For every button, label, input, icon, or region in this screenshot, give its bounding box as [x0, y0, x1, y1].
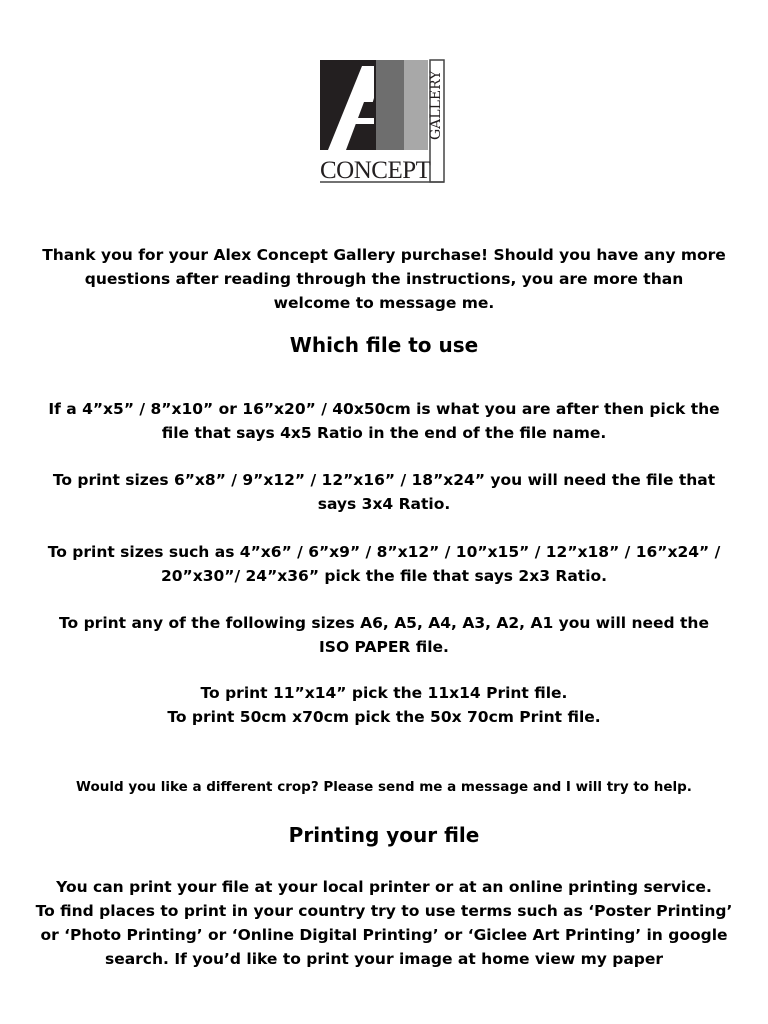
intro-line: welcome to message me.: [273, 294, 495, 312]
heading-which-file: Which file to use: [289, 333, 479, 357]
intro-line: questions after reading through the instructions, you are more than: [84, 270, 684, 288]
ratio-4x5-paragraph: [30, 397, 738, 445]
text-line: or ‘Photo Printing’ or ‘Online Digital Printing’ or ‘Giclee Art Printing’ in google: [40, 926, 728, 944]
text-line: 20”x30”/ 24”x36” pick the file that says 2x3 Ratio.: [160, 567, 608, 585]
print-files-paragraph: [30, 681, 738, 729]
printing-paragraph: [30, 875, 738, 971]
text-line: You can print your file at your local printer or at an online printing service.: [56, 878, 712, 896]
ratio-3x4-paragraph: [30, 468, 738, 516]
iso-paper-paragraph: [30, 611, 738, 659]
intro-paragraph: [30, 243, 738, 315]
logo-wordmark: CONCEPT: [320, 157, 431, 184]
text-line: file that says 4x5 Ratio in the end of the file name.: [161, 424, 607, 442]
text-line: To print sizes 6”x8” / 9”x12” / 12”x16” / 18”x24” you will need the file that: [52, 471, 716, 489]
text-line: If a 4”x5” / 8”x10” or 16”x20” / 40x50cm is what you are after then pick the: [48, 400, 720, 418]
text-line: To print 50cm x70cm pick the 50x 70cm Print file.: [167, 708, 601, 726]
intro-line: Thank you for your Alex Concept Gallery purchase! Should you have any more: [42, 246, 726, 264]
text-line: says 3x4 Ratio.: [317, 495, 451, 513]
crop-note: Would you like a different crop? Please send me a message and I will try to help.: [76, 779, 692, 795]
text-line: ISO PAPER file.: [319, 638, 449, 656]
logo-light-block: [404, 60, 428, 150]
gallery-logo: [318, 58, 448, 186]
text-line: To print sizes such as 4”x6” / 6”x9” / 8”x12” / 10”x15” / 12”x18” / 16”x24” /: [47, 543, 721, 561]
logo-gallery-text: GALLERY: [428, 70, 444, 140]
logo-mark: [318, 58, 448, 186]
text-line: To print 11”x14” pick the 11x14 Print file.: [200, 684, 568, 702]
text-line: To print any of the following sizes A6, A5, A4, A3, A2, A1 you will need the: [59, 614, 709, 632]
ratio-2x3-paragraph: [30, 540, 738, 588]
text-line: search. If you’d like to print your image at home view my paper: [104, 950, 664, 968]
heading-printing: Printing your file: [288, 823, 480, 847]
text-line: To find places to print in your country try to use terms such as ‘Poster Printing’: [35, 902, 733, 920]
